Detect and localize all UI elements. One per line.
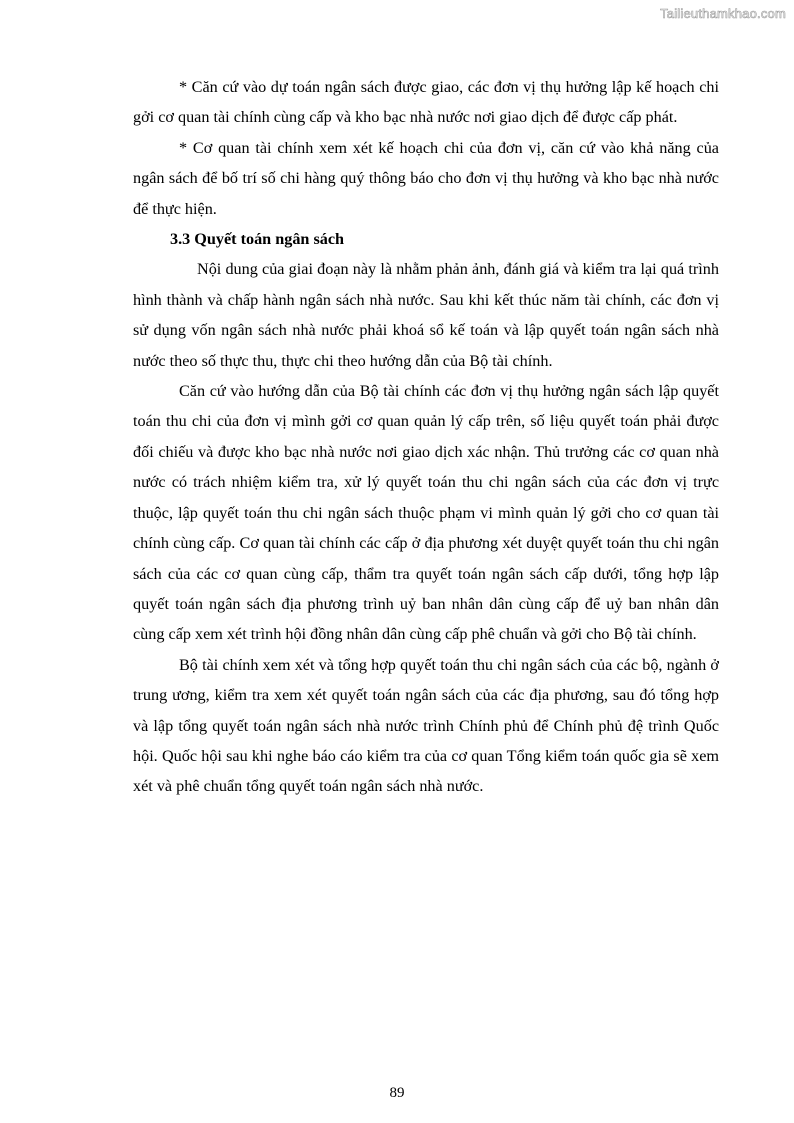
page-number: 89 xyxy=(389,1085,405,1101)
paragraph-settlement-content: Nội dung của giai đoạn này là nhằm phản ảnh, đánh giá và kiểm tra lại quá trình hình thành và chấp hành ngân sách nhà nước. Sau khi kết thúc năm tài chính, các đơn vị sử dụng vốn ngân sách nhà nước phải khoá sổ kế toán và lập quyết toán ngân sách nhà nước theo số thực thu, thực chi theo hướng dẫn của Bộ tài chính. xyxy=(133,260,719,370)
paragraph-budget-plan: * Căn cứ vào dự toán ngân sách được giao, các đơn vị thụ hưởng lập kế hoạch chi gởi cơ quan tài chính cùng cấp và kho bạc nhà nước nơi giao dịch để được cấp phát. xyxy=(133,78,719,127)
section-heading: 3.3 Quyết toán ngân sách xyxy=(170,230,345,249)
page-body xyxy=(133,72,719,802)
paragraph-finance-review: * Cơ quan tài chính xem xét kế hoạch chi của đơn vị, căn cứ vào khả năng của ngân sách để bố trí số chi hàng quý thông báo cho đơn vị thụ hưởng và kho bạc nhà nước để thực hiện. xyxy=(133,138,719,218)
watermark: Tailieuthamkhao.com xyxy=(660,6,786,21)
paragraph-settlement-process: Căn cứ vào hướng dẫn của Bộ tài chính các đơn vị thụ hưởng ngân sách lập quyết toán thu chi của đơn vị mình gởi cơ quan quản lý cấp trên, số liệu quyết toán phải được đối chiếu và được kho bạc nhà nước nơi giao dịch xác nhận. Thủ trưởng các cơ quan nhà nước có trách nhiệm kiểm tra, xử lý quyết toán thu chi ngân sách của các đơn vị trực thuộc, lập quyết toán thu chi ngân sách thuộc phạm vi mình quản lý gởi cho cơ quan tài chính cùng cấp. Cơ quan tài chính các cấp ở địa phương xét duyệt quyết toán thu chi ngân sách của các cơ quan cùng cấp, thẩm tra quyết toán ngân sách cấp dưới, tổng hợp lập quyết toán ngân sách địa phương trình uỷ ban nhân dân cùng cấp để uỷ ban nhân dân cùng cấp xem xét trình hội đồng nhân dân cùng cấp phê chuẩn và gởi cho Bộ tài chính. xyxy=(133,382,719,644)
paragraph-ministry-review: Bộ tài chính xem xét và tổng hợp quyết toán thu chi ngân sách của các bộ, ngành ở trung ương, kiểm tra xem xét quyết toán ngân sách của các địa phương, sau đó tổng hợp và lập tổng quyết toán ngân sách nhà nước trình Chính phủ để Chính phủ đệ trình Quốc hội. Quốc hội sau khi nghe báo cáo kiểm tra của cơ quan Tổng kiểm toán quốc gia sẽ xem xét và phê chuẩn tổng quyết toán ngân sách nhà nước. xyxy=(133,655,719,796)
